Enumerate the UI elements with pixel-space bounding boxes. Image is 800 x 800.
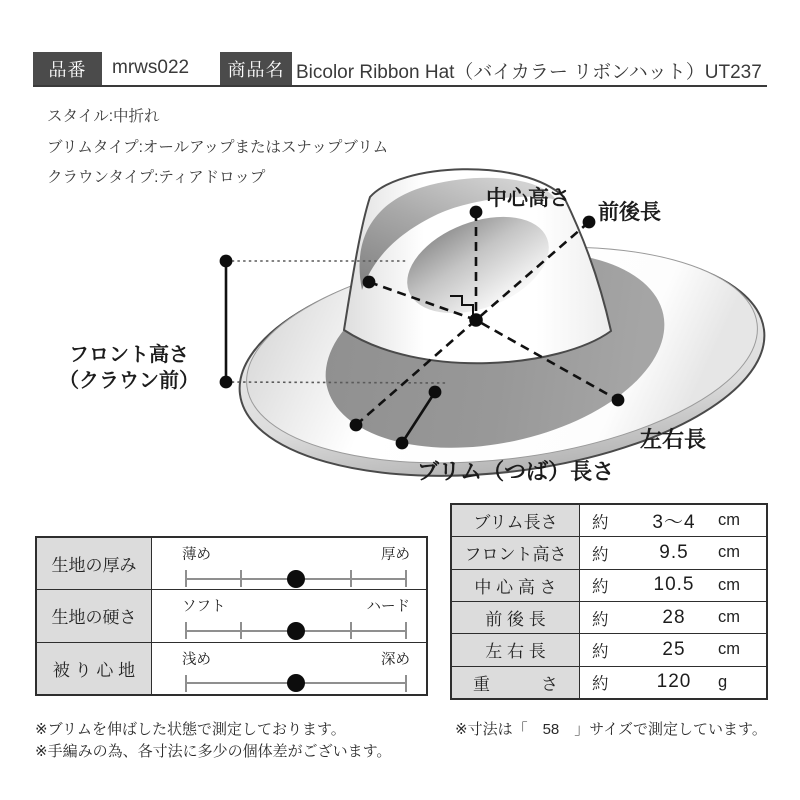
size-row-left-right (452, 634, 766, 666)
product-name-value: Bicolor Ribbon Hat（バイカラー リボンハット）UT237 (296, 62, 762, 83)
hat-measurement-diagram (0, 155, 800, 505)
size-row-value-cell (580, 505, 766, 536)
product-name-label-box (220, 52, 292, 85)
feel-row-thickness (37, 538, 426, 590)
scale-max-label: 深め (381, 651, 410, 668)
size-value: 25 (662, 638, 686, 660)
size-row-label: 中 心 高 さ (452, 570, 580, 601)
size-row-value-cell (580, 634, 766, 665)
scale-tick (350, 622, 352, 639)
feel-row-hardness (37, 590, 426, 642)
footnote-size-basis: ※寸法は「 58 」サイズで測定しています。 (455, 721, 767, 738)
label-center-height: 中心高さ (486, 187, 570, 210)
size-row-value-cell (580, 537, 766, 568)
size-value: 28 (662, 606, 686, 628)
size-value: 120 (656, 671, 692, 693)
size-unit: cm (718, 608, 740, 627)
scale-value-dot (287, 674, 305, 692)
size-row-brim (452, 505, 766, 537)
approx-label: 約 (592, 545, 609, 564)
feel-row-label: 生地の厚み (37, 538, 152, 589)
approx-label: 約 (592, 642, 609, 661)
size-unit: cm (718, 640, 740, 659)
size-value: 3〜4 (652, 512, 696, 534)
footnote-brim-measure: ※ブリムを伸ばした状態で測定しております。 (35, 721, 346, 738)
approx-label: 約 (592, 675, 609, 694)
feel-row-label: 被 り 心 地 (37, 643, 152, 694)
scale-value-dot (287, 622, 305, 640)
size-row-center-height (452, 570, 766, 602)
scale-tick (405, 570, 407, 587)
scale-max-label: ハード (366, 599, 410, 616)
label-brim-length: ブリム（つば）長さ (417, 459, 615, 484)
footnote-handmade: ※手編みの為、各寸法に多少の個体差がございます。 (35, 743, 392, 760)
feel-row-fit (37, 643, 426, 694)
item-number-label: 品番 (48, 59, 87, 80)
size-row-label: ブリム長さ (452, 505, 580, 536)
scale-tick (185, 570, 187, 587)
approx-label: 約 (592, 578, 609, 597)
approx-label: 約 (592, 513, 609, 532)
scale-tick (185, 675, 187, 692)
spec-brim-type: ブリムタイプ:オールアップまたはスナップブリム (47, 138, 389, 156)
size-table (450, 503, 768, 700)
approx-label: 約 (592, 610, 609, 629)
label-front-height (48, 342, 210, 394)
scale-tick (185, 622, 187, 639)
scale-tick (240, 622, 242, 639)
size-row-label: フロント高さ (452, 537, 580, 568)
label-front-height-line2: （クラウン前） (59, 370, 199, 392)
scale-min-label: 薄め (182, 547, 211, 563)
item-number-label-box (33, 52, 102, 85)
size-unit: cm (718, 543, 740, 562)
scale-tick (350, 570, 352, 587)
label-left-right-length: 左右長 (640, 427, 707, 452)
header-divider (33, 85, 767, 87)
scale-max-label: 厚め (381, 547, 410, 563)
size-row-label: 重 さ (452, 667, 580, 698)
size-row-label: 前 後 長 (452, 602, 580, 633)
feel-row-scale-cell (152, 590, 426, 641)
size-value: 9.5 (659, 541, 689, 563)
scale-min-label: ソフト (182, 599, 226, 616)
scale-tick (405, 675, 407, 692)
size-row-value-cell (580, 602, 766, 633)
feel-row-scale-cell (152, 538, 426, 589)
label-front-back-length: 前後長 (598, 201, 661, 224)
feel-row-scale-cell (152, 643, 426, 694)
size-value: 10.5 (653, 574, 695, 596)
scale-value-dot (287, 570, 305, 588)
product-name-label: 商品名 (227, 59, 285, 80)
size-unit: cm (718, 575, 740, 594)
fabric-feel-table (35, 536, 428, 696)
size-unit: cm (718, 511, 740, 530)
feel-row-label: 生地の硬さ (37, 590, 152, 641)
feel-scale (186, 570, 406, 587)
size-row-front-height (452, 537, 766, 569)
size-row-value-cell (580, 667, 766, 698)
size-row-label: 左 右 長 (452, 634, 580, 665)
item-number-value: mrws022 (112, 57, 190, 78)
feel-scale (186, 622, 406, 639)
size-row-front-back (452, 602, 766, 634)
spec-crown-type: クラウンタイプ:ティアドロップ (47, 169, 266, 186)
scale-tick (240, 570, 242, 587)
spec-style: スタイル:中折れ (47, 108, 160, 125)
size-unit: g (718, 672, 728, 691)
size-row-weight (452, 667, 766, 698)
scale-min-label: 浅め (182, 651, 211, 668)
feel-scale (186, 675, 406, 692)
scale-tick (405, 622, 407, 639)
label-front-height-line1: フロント高さ (69, 344, 189, 366)
size-row-value-cell (580, 570, 766, 601)
